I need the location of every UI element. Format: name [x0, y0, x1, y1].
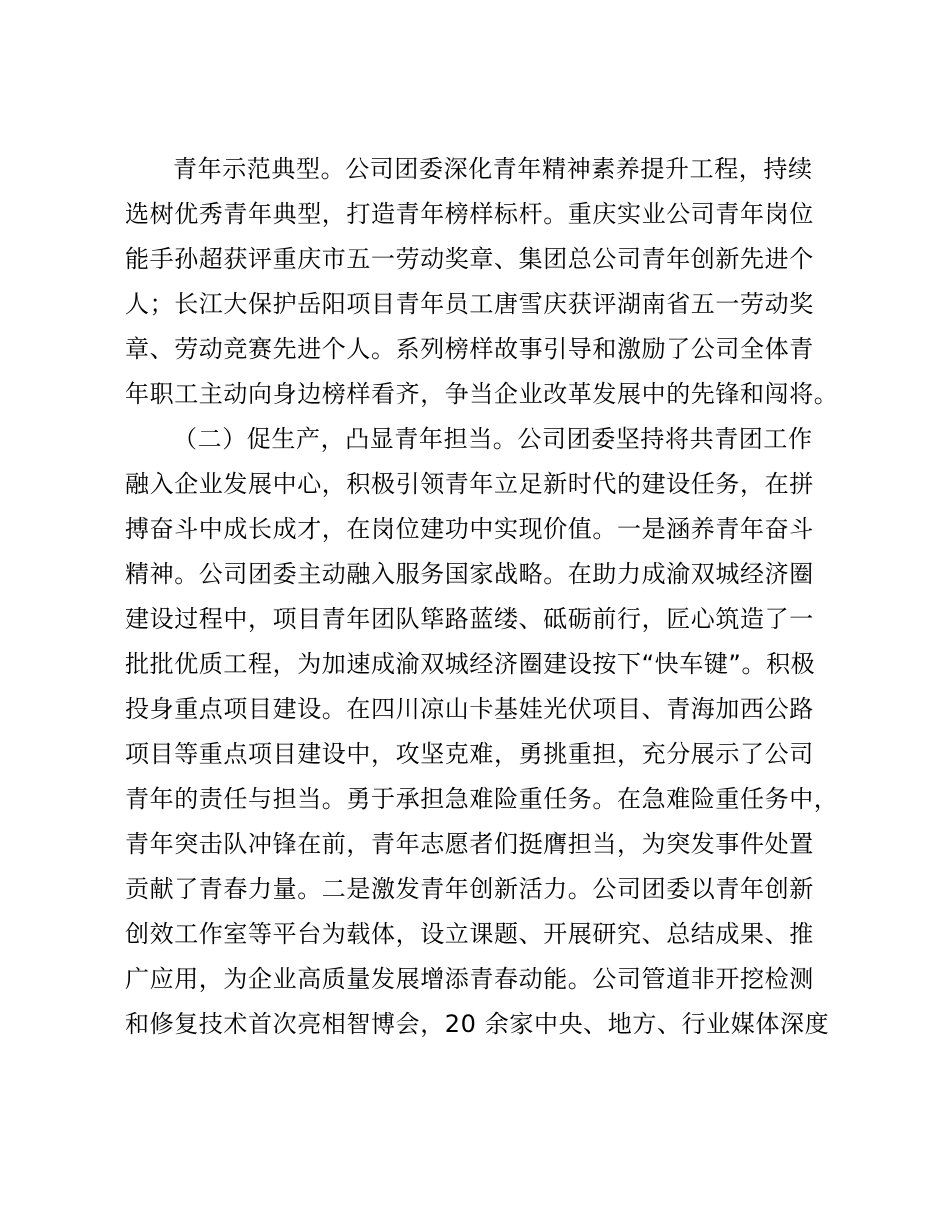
- text-line-17: 贡献了青春力量。二是激发青年创新活力。公司团委以青年创新: [125, 875, 814, 903]
- text-line-7: （二）促生产，凸显青年担当。公司团委坚持将共青团工作: [173, 425, 813, 453]
- text-line-6: 年职工主动向身边榜样看齐，争当企业改革发展中的先锋和闯将。: [125, 380, 839, 408]
- text-line-16: 青年突击队冲锋在前，青年志愿者们挺膺担当，为突发事件处置: [125, 830, 814, 858]
- text-line-14: 项目等重点项目建设中，攻坚克难，勇挑重担，充分展示了公司: [125, 740, 814, 768]
- text-line-5: 章、劳动竞赛先进个人。系列榜样故事引导和激励了公司全体青: [125, 335, 814, 363]
- text-line-11: 建设过程中，项目青年团队筚路蓝缕、砥砺前行，匠心筑造了一: [125, 605, 814, 633]
- text-line-20: 和修复技术首次亮相智博会，20 余家中央、地方、行业媒体深度: [125, 1010, 830, 1038]
- text-line-1: 青年示范典型。公司团委深化青年精神素养提升工程，持续: [173, 155, 813, 183]
- text-line-8: 融入企业发展中心，积极引领青年立足新时代的建设任务，在拼: [125, 470, 814, 498]
- text-line-13: 投身重点项目建设。在四川凉山卡基娃光伏项目、青海加西公路: [125, 695, 814, 723]
- text-line-3: 能手孙超获评重庆市五一劳动奖章、集团总公司青年创新先进个: [125, 245, 814, 273]
- text-line-10: 精神。公司团委主动融入服务国家战略。在助力成渝双城经济圈: [125, 560, 814, 588]
- text-line-18: 创效工作室等平台为载体，设立课题、开展研究、总结成果、推: [125, 920, 814, 948]
- text-line-15: 青年的责任与担当。勇于承担急难险重任务。在急难险重任务中，: [125, 785, 839, 813]
- text-line-12: 批批优质工程，为加速成渝双城经济圈建设按下“快车键”。积极: [125, 650, 816, 678]
- text-line-19: 广应用，为企业高质量发展增添青春动能。公司管道非开挖检测: [125, 965, 814, 993]
- text-line-4: 人；长江大保护岳阳项目青年员工唐雪庆获评湖南省五一劳动奖: [125, 290, 814, 318]
- text-line-2: 选树优秀青年典型，打造青年榜样标杆。重庆实业公司青年岗位: [125, 200, 814, 228]
- text-line-9: 搏奋斗中成长成才，在岗位建功中实现价值。一是涵养青年奋斗: [125, 515, 814, 543]
